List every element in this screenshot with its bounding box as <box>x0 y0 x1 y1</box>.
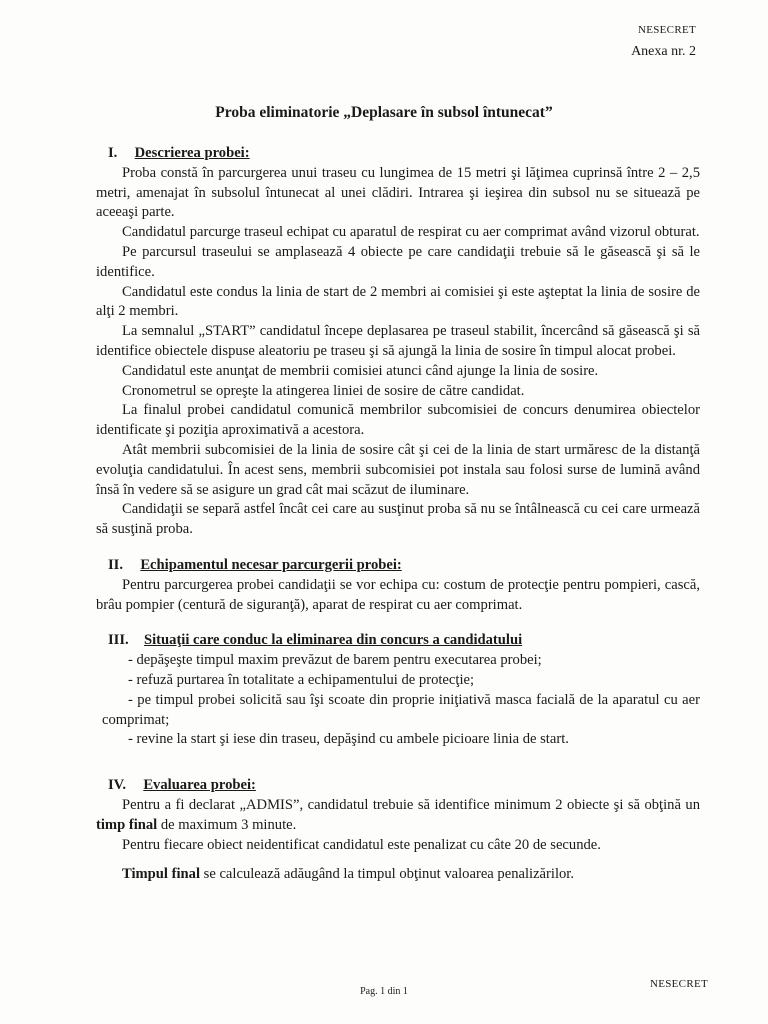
bold-term: Timpul final <box>122 866 200 883</box>
paragraph: La semnalul „START” candidatul începe deplasarea pe traseul stabilit, încercând să găsească şi să identifice obiectele dispuse aleatoriu pe traseu şi să ajungă la linia de sosire în timpul alocat probei. <box>96 323 700 359</box>
text-run: Pentru a fi declarat „ADMIS”, candidatul trebuie să identifice minimum 2 obiecte şi să obţină un <box>122 796 700 813</box>
paragraph: La finalul probei candidatul comunică membrilor subcomisiei de concurs denumirea obiectelor identificate şi poziţia aproximativă a acestora. <box>96 402 700 439</box>
section-title: Echipamentul necesar parcurgerii probei: <box>140 556 402 573</box>
paragraph: Pe parcursul traseului se amplasează 4 obiecte pe care candidaţii trebuie să le găsească şi să le identifice. <box>96 243 700 280</box>
paragraph-penalty: Pentru fiecare obiect neidentificat candidatul este penalizat cu câte 20 de secunde. <box>122 836 601 853</box>
paragraph: Candidaţii se separă astfel încât cei care au susţinut proba să nu se întâlnească cu cei care urmează să susţină proba. <box>96 501 700 538</box>
bold-term: timp final <box>96 816 158 833</box>
document-body <box>96 144 700 885</box>
paragraph: Candidatul este condus la linia de start de 2 membri ai comisiei şi este aşteptat la linia de sosire de alţi 2 membri. <box>96 283 700 320</box>
section-number: IV. <box>108 777 126 794</box>
list-item: - revine la start şi iese din traseu, depăşind cu ambele picioare linia de start. <box>128 731 569 748</box>
paragraph: Proba constă în parcurgerea unui traseu cu lungimea de 15 metri şi lăţimea cuprinsă între 2 – 2,5 metri, amenajat în subsolul întunecat al unei clădiri. Intrarea şi ieşirea din subsol nu se situează pe aceeaşi parte. <box>96 164 700 221</box>
section-heading-elimination <box>108 631 700 651</box>
list-item: - depăşeşte timpul maxim prevăzut de barem pentru executarea probei; <box>128 652 542 669</box>
paragraph: Pentru parcurgerea probei candidaţii se vor echipa cu: costum de protecţie pentru pompieri, cască, brâu pompier (centură de siguranţă), aparat de respirat cu aer comprimat. <box>96 576 700 613</box>
section-heading-equipment <box>108 556 700 576</box>
text-run: se calculează adăugând la timpul obţinut valoarea penalizărilor. <box>200 866 575 883</box>
paragraph: Cronometrul se opreşte la atingerea liniei de sosire de către candidat. <box>122 382 525 399</box>
section-heading-evaluation <box>108 776 700 796</box>
text-run: de maximum 3 minute. <box>157 816 297 833</box>
document-title: Proba eliminatorie „Deplasare în subsol întunecat” <box>215 104 553 121</box>
page-number: Pag. 1 din 1 <box>360 986 408 997</box>
section-title: Situaţii care conduc la eliminarea din concurs a candidatului <box>144 632 523 649</box>
section-heading-description <box>108 144 700 164</box>
section-title: Evaluarea probei: <box>143 777 256 794</box>
section-title: Descrierea probei: <box>134 145 250 161</box>
list-item: - refuză purtarea în totalitate a echipamentului de protecţie; <box>128 671 475 688</box>
section-number: III. <box>108 632 129 649</box>
paragraph: Candidatul este anunţat de membrii comisiei atunci când ajunge la linia de sosire. <box>122 362 599 379</box>
section-number: I. <box>108 145 118 161</box>
paragraph: Candidatul parcurge traseul echipat cu aparatul de respirat cu aer comprimat având vizorul obturat. <box>122 224 700 241</box>
section-number: II. <box>108 556 124 573</box>
paragraph: Atât membrii subcomisiei de la linia de sosire cât şi cei de la linia de start urmăresc de la distanţă evoluţia candidatului. În acest sens, membrii subcomisiei pot instala sau folosi surse de lumină având însă în vedere să se asigure un grad cât mai scăzut de iluminare. <box>96 441 700 498</box>
classification-header: NESECRET <box>637 24 696 36</box>
classification-footer: NESECRET <box>649 978 708 990</box>
paragraph-final-time <box>96 865 700 885</box>
paragraph-admis-criteria <box>96 796 700 836</box>
annex-number: Anexa nr. 2 <box>631 44 696 59</box>
list-item: - pe timpul probei solicită sau îşi scoate din proprie iniţiativă masca facială de la aparatul cu aer comprimat; <box>102 691 700 728</box>
